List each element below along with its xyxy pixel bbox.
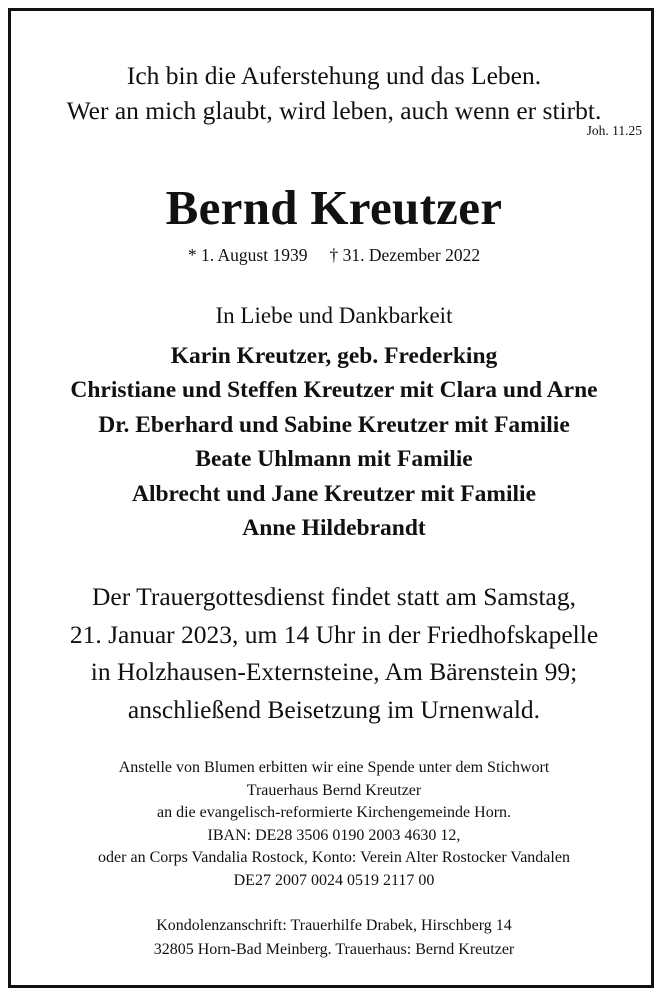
service-line: 21. Januar 2023, um 14 Uhr in der Friedhofskapelle <box>69 619 599 649</box>
deceased-name: Bernd Kreutzer <box>165 180 503 235</box>
bible-verse <box>0 58 668 128</box>
tribute-line: In Liebe und Dankbarkeit <box>215 303 453 328</box>
donation-line: IBAN: DE28 3506 0190 2003 4630 12, <box>207 826 461 844</box>
mourner-entry: Christiane und Steffen Kreutzer mit Clara und Arne <box>70 377 598 404</box>
mourner-entry: Karin Kreutzer, geb. Frederking <box>170 343 498 369</box>
mourner-entry: Anne Hildebrandt <box>242 515 426 542</box>
mourners-list <box>0 339 668 545</box>
mourner-entry: Beate Uhlmann mit Familie <box>195 446 473 473</box>
service-announcement <box>0 578 668 728</box>
condolence-address <box>0 914 668 962</box>
verse-reference: Joh. 11.25 <box>586 123 642 138</box>
verse-line: Wer an mich glaubt, wird leben, auch wenn er stirbt. <box>66 96 602 125</box>
service-line: in Holzhausen-Externsteine, Am Bärenstein 99; <box>90 657 578 686</box>
donation-line: Anstelle von Blumen erbitten wir eine Spende unter dem Stichwort <box>118 759 550 776</box>
death-date: † 31. Dezember 2022 <box>329 245 481 265</box>
donation-line: oder an Corps Vandalia Rostock, Konto: Verein Alter Rostocker Vandalen <box>98 849 570 866</box>
service-line: anschließend Beisetzung im Urnenwald. <box>127 694 541 724</box>
condolence-line: Kondolenzanschrift: Trauerhilfe Drabek, Hirschberg 14 <box>156 917 512 934</box>
mourner-entry: Dr. Eberhard und Sabine Kreutzer mit Familie <box>98 411 570 438</box>
mourner-entry: Albrecht und Jane Kreutzer mit Familie <box>131 480 537 507</box>
donation-line: Trauerhaus Bernd Kreutzer <box>246 781 422 799</box>
birth-date: * 1. August 1939 <box>187 245 308 265</box>
condolence-line: 32805 Horn-Bad Meinberg. Trauerhaus: Bernd Kreutzer <box>153 941 515 958</box>
donation-line: an die evangelisch-reformierte Kirchengemeinde Horn. <box>156 804 512 821</box>
donation-line: DE27 2007 0024 0519 2117 00 <box>233 871 435 889</box>
donation-request <box>0 757 668 892</box>
verse-line: Ich bin die Auferstehung und das Leben. <box>126 61 542 90</box>
service-line: Der Trauergottesdienst findet statt am Samstag, <box>92 582 576 611</box>
life-dates <box>0 243 668 267</box>
